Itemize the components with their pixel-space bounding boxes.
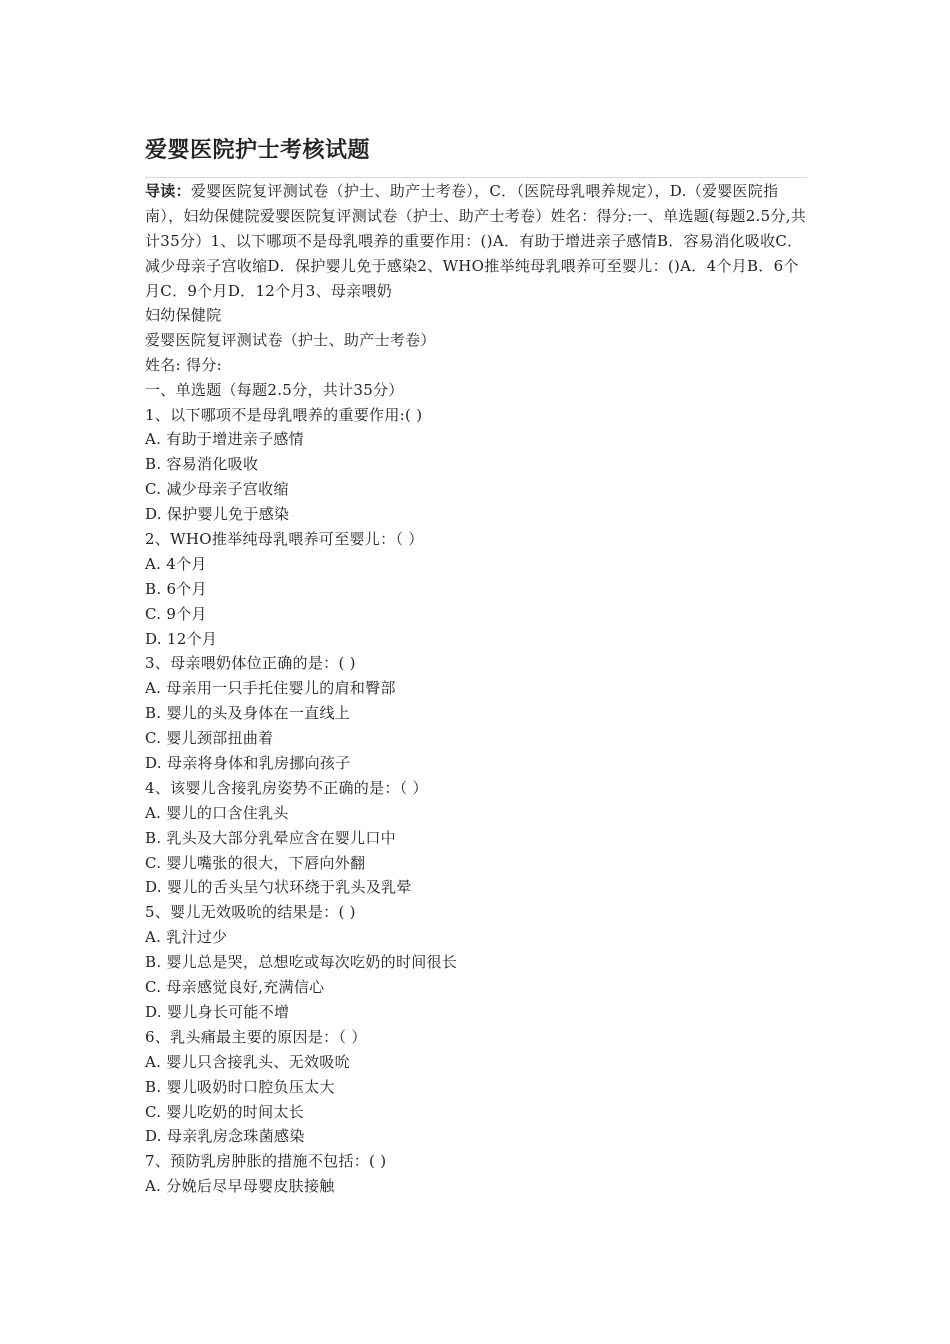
text-line: B. 容易消化吸收 — [145, 455, 259, 474]
text-line: A. 有助于增进亲子感情 — [145, 430, 304, 449]
text-line: D. 婴儿的舌头呈勺状环绕于乳头及乳晕 — [145, 878, 412, 897]
text-line: 4、该婴儿含接乳房姿势不正确的是：（ ） — [145, 778, 428, 797]
text-line: D. 保护婴儿免于感染 — [145, 505, 290, 524]
text-line: D. 母亲乳房念珠菌感染 — [145, 1127, 305, 1146]
document-title: 爱婴医院护士考核试题 — [145, 138, 371, 163]
text-line: D. 12个月 — [145, 629, 218, 648]
text-line: 妇幼保健院 — [145, 306, 222, 324]
text-line: D. 母亲将身体和乳房挪向孩子 — [145, 754, 351, 773]
text-line: A. 母亲用一只手托住婴儿的肩和臀部 — [145, 679, 396, 698]
text-line: 6、乳头痛最主要的原因是：（ ） — [145, 1027, 367, 1046]
text-line: C. 减少母亲子宫收缩 — [145, 480, 289, 499]
text-line: A. 乳汁过少 — [145, 928, 228, 947]
text-line: C. 母亲感觉良好,充满信心 — [145, 978, 325, 997]
intro-text: 爱婴医院复评测试卷（护士、助产士考卷），C．（医院母乳喂养规定），D.（爱婴医院指南），妇幼保健院爱婴医院复评测试卷（护士、助产士考卷）姓名：得分:一、单选题(每题2.5分,共计35分）1、以下哪项不是母乳喂养的重要作用：()A．有助于增进亲子感情B．容易消化吸收C．减少母亲子宫收缩D．保护婴儿免于感染2、WHO推举纯母乳喂养可至婴儿：()A．4个月B．6个月C．9个月D．12个月3、母亲喂奶 — [145, 182, 807, 300]
text-line: B. 婴儿总是哭，总想吃或每次吃奶的时间很长 — [145, 953, 458, 972]
text-line: C. 婴儿吃奶的时间太长 — [145, 1102, 305, 1121]
text-line: B. 乳头及大部分乳晕应含在婴儿口中 — [145, 828, 396, 847]
text-line: D. 婴儿身长可能不增 — [145, 1002, 290, 1021]
text-line: A. 分娩后尽早母婴皮肤接触 — [145, 1177, 335, 1196]
text-line: 7、预防乳房肿胀的措施不包括：( ) — [145, 1152, 387, 1171]
text-line: B. 婴儿吸奶时口腔负压太大 — [145, 1077, 335, 1096]
text-line: 一、单选题（每题2.5分，共计35分） — [145, 380, 404, 399]
intro-lead: 导读： — [145, 182, 191, 200]
text-line: 5、婴儿无效吸吮的结果是：( ) — [145, 903, 356, 922]
text-line: C. 婴儿颈部扭曲着 — [145, 729, 274, 748]
text-line: B. 婴儿的头及身体在一直线上 — [145, 704, 351, 723]
intro-paragraph — [145, 179, 810, 304]
text-line: 爱婴医院复评测试卷（护士、助产士考卷） — [145, 330, 436, 349]
text-line: B. 6个月 — [145, 579, 207, 598]
text-line: A. 婴儿只含接乳头、无效吸吮 — [145, 1052, 350, 1071]
title-divider — [145, 177, 807, 178]
text-line: A. 婴儿的口含住乳头 — [145, 803, 289, 822]
text-line: 3、母亲喂奶体位正确的是：( ) — [145, 654, 356, 673]
exam-body — [145, 303, 810, 1199]
text-line: 姓名: 得分: — [145, 355, 222, 374]
text-line: 2、WHO推举纯母乳喂养可至婴儿：（ ） — [145, 530, 424, 549]
text-line: C. 9个月 — [145, 604, 207, 623]
text-line: A. 4个月 — [145, 554, 207, 573]
text-line: 1、以下哪项不是母乳喂养的重要作用:( ) — [145, 405, 423, 424]
text-line: C. 婴儿嘴张的很大，下唇向外翻 — [145, 853, 366, 872]
